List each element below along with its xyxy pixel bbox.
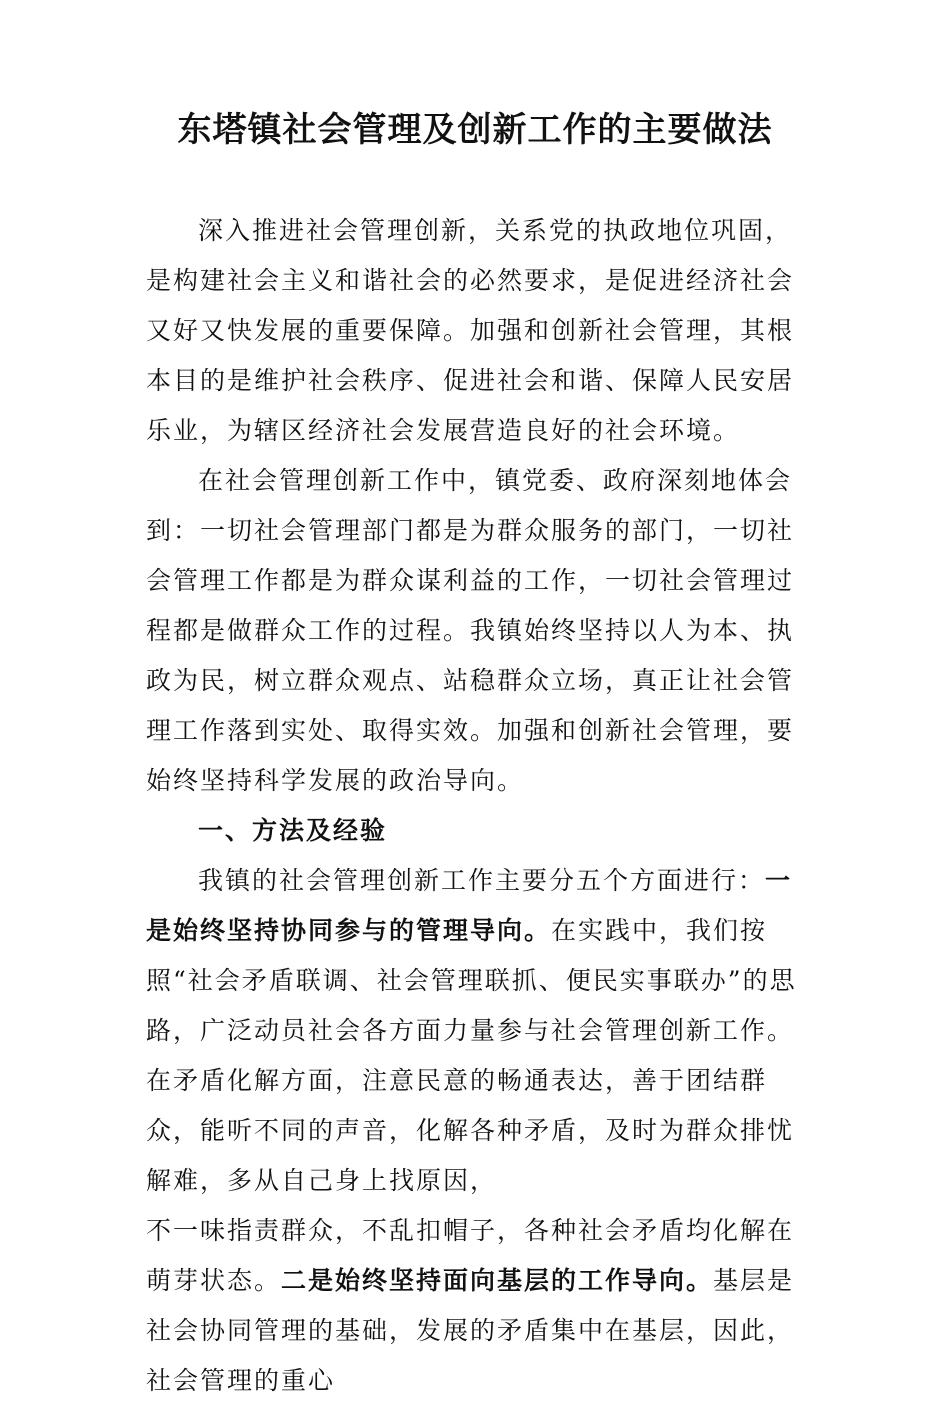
point-two-heading: 二是始终坚持面向基层的工作导向。: [281, 1266, 714, 1295]
point-one-heading: 一是始终坚持协同参与的管理导向。: [146, 866, 793, 945]
paragraph-experience: 在社会管理创新工作中，镇党委、政府深刻地体会到：一切社会管理部门都是为群众服务的部门，一切社会管理工作都是为群众谋利益的工作，一切社会管理过程都是做群众工作的过程。我镇始终坚持以人为本、执政为民，树立群众观点、站稳群众立场，真正让社会管理工作落到实处、取得实效。加强和创新社会管理，要始终坚持科学发展的政治导向。: [146, 466, 795, 795]
point-one-text: 在实践中，我们按照“社会矛盾联调、社会管理联抓、便民实事联办”的思路，广泛动员社会各方面力量参与社会管理创新工作。在矛盾化解方面，注意民意的畅通表达，善于团结群众，能听不同的声音，化解各种矛盾，及时为群众排忧解难，多从自己身上找原因，: [146, 916, 797, 1195]
methods-intro-text: 我镇的社会管理创新工作主要分五个方面进行：: [198, 866, 766, 895]
document-body: [146, 206, 808, 1406]
paragraph-continuation: [146, 1206, 808, 1406]
section-heading: 一、方法及经验: [198, 816, 388, 845]
continuation-text: 不一味指责群众，不乱扣帽子，各种社会矛盾均化解在萌芽状态。: [146, 1216, 795, 1295]
document-title: 东塔镇社会管理及创新工作的主要做法: [177, 110, 773, 150]
paragraph-methods: [146, 856, 808, 1206]
paragraph-intro: 深入推进社会管理创新，关系党的执政地位巩固，是构建社会主义和谐社会的必然要求，是促进经济社会又好又快发展的重要保障。加强和创新社会管理，其根本目的是维护社会秩序、促进社会和谐、保障人民安居乐业，为辖区经济社会发展营造良好的社会环境。: [146, 216, 795, 445]
point-two-text: 基层是社会协同管理的基础，发展的矛盾集中在基层，因此，社会管理的重心: [146, 1266, 795, 1395]
